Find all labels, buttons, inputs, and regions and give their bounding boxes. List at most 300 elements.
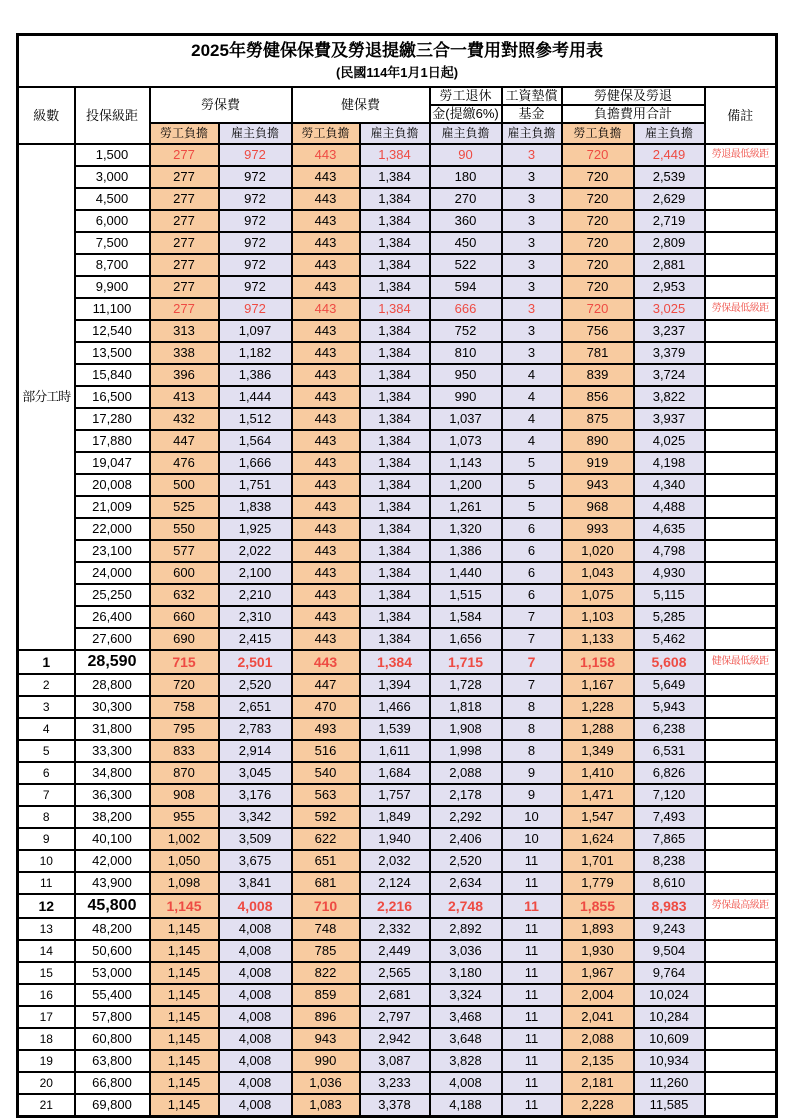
health-insurance-employer-fee: 1,384 bbox=[360, 408, 430, 430]
health-insurance-employee-fee: 896 bbox=[292, 1006, 360, 1028]
health-insurance-employee-fee: 470 bbox=[292, 696, 360, 718]
wage-fund-employer-fee: 5 bbox=[502, 452, 562, 474]
labor-insurance-employer-fee: 1,925 bbox=[219, 518, 292, 540]
labor-insurance-employee-fee: 1,002 bbox=[150, 828, 219, 850]
total-employee-fee: 2,135 bbox=[562, 1050, 634, 1072]
health-insurance-employer-fee: 2,449 bbox=[360, 940, 430, 962]
labor-insurance-employee-fee: 550 bbox=[150, 518, 219, 540]
labor-insurance-employer-fee: 3,509 bbox=[219, 828, 292, 850]
level-cell: 19 bbox=[18, 1050, 75, 1072]
health-insurance-employer-fee: 3,378 bbox=[360, 1094, 430, 1117]
bracket-cell: 17,280 bbox=[75, 408, 150, 430]
total-employee-fee: 2,004 bbox=[562, 984, 634, 1006]
subheader-total-employee: 勞工負擔 bbox=[562, 123, 634, 144]
remark-cell bbox=[705, 276, 777, 298]
health-insurance-employer-fee: 1,539 bbox=[360, 718, 430, 740]
level-cell: 9 bbox=[18, 828, 75, 850]
health-insurance-employer-fee: 1,384 bbox=[360, 650, 430, 674]
page-subtitle: (民國114年1月1日起) bbox=[336, 65, 459, 80]
total-employer-fee: 8,238 bbox=[634, 850, 705, 872]
subheader-labor-employee: 勞工負擔 bbox=[150, 123, 219, 144]
pension-employer-fee: 1,908 bbox=[430, 718, 502, 740]
remark-cell bbox=[705, 918, 777, 940]
health-insurance-employer-fee: 1,849 bbox=[360, 806, 430, 828]
remark-cell bbox=[705, 474, 777, 496]
health-insurance-employer-fee: 2,797 bbox=[360, 1006, 430, 1028]
bracket-cell: 15,840 bbox=[75, 364, 150, 386]
labor-insurance-employer-fee: 1,512 bbox=[219, 408, 292, 430]
total-employer-fee: 9,764 bbox=[634, 962, 705, 984]
health-insurance-employee-fee: 748 bbox=[292, 918, 360, 940]
remark-cell bbox=[705, 674, 777, 696]
level-cell: 4 bbox=[18, 718, 75, 740]
total-employer-fee: 7,865 bbox=[634, 828, 705, 850]
health-insurance-employee-fee: 443 bbox=[292, 430, 360, 452]
labor-insurance-employee-fee: 432 bbox=[150, 408, 219, 430]
pension-employer-fee: 1,261 bbox=[430, 496, 502, 518]
labor-insurance-employee-fee: 1,050 bbox=[150, 850, 219, 872]
table-row bbox=[18, 1072, 777, 1094]
bracket-cell: 27,600 bbox=[75, 628, 150, 650]
total-employee-fee: 1,158 bbox=[562, 650, 634, 674]
bracket-cell: 55,400 bbox=[75, 984, 150, 1006]
bracket-cell: 34,800 bbox=[75, 762, 150, 784]
pension-employer-fee: 1,728 bbox=[430, 674, 502, 696]
total-employer-fee: 5,462 bbox=[634, 628, 705, 650]
labor-insurance-employee-fee: 632 bbox=[150, 584, 219, 606]
labor-insurance-employee-fee: 500 bbox=[150, 474, 219, 496]
pension-employer-fee: 1,818 bbox=[430, 696, 502, 718]
pension-employer-fee: 1,515 bbox=[430, 584, 502, 606]
remark-cell: 勞退最低級距 bbox=[705, 144, 777, 166]
wage-fund-employer-fee: 8 bbox=[502, 740, 562, 762]
health-insurance-employee-fee: 651 bbox=[292, 850, 360, 872]
table-row bbox=[18, 320, 777, 342]
table-row bbox=[18, 674, 777, 696]
pension-employer-fee: 2,178 bbox=[430, 784, 502, 806]
table-row bbox=[18, 540, 777, 562]
pension-employer-fee: 1,143 bbox=[430, 452, 502, 474]
health-insurance-employee-fee: 443 bbox=[292, 166, 360, 188]
pension-employer-fee: 2,748 bbox=[430, 894, 502, 918]
remark-cell bbox=[705, 518, 777, 540]
health-insurance-employer-fee: 1,466 bbox=[360, 696, 430, 718]
total-employee-fee: 720 bbox=[562, 276, 634, 298]
health-insurance-employer-fee: 1,384 bbox=[360, 628, 430, 650]
pension-employer-fee: 1,998 bbox=[430, 740, 502, 762]
health-insurance-employee-fee: 443 bbox=[292, 144, 360, 166]
health-insurance-employee-fee: 1,036 bbox=[292, 1072, 360, 1094]
pension-employer-fee: 990 bbox=[430, 386, 502, 408]
pension-employer-fee: 90 bbox=[430, 144, 502, 166]
table-row bbox=[18, 210, 777, 232]
title-row bbox=[18, 35, 777, 88]
labor-insurance-employee-fee: 660 bbox=[150, 606, 219, 628]
health-insurance-employer-fee: 1,757 bbox=[360, 784, 430, 806]
labor-insurance-employee-fee: 833 bbox=[150, 740, 219, 762]
bracket-cell: 3,000 bbox=[75, 166, 150, 188]
wage-fund-employer-fee: 11 bbox=[502, 1072, 562, 1094]
health-insurance-employee-fee: 563 bbox=[292, 784, 360, 806]
health-insurance-employee-fee: 493 bbox=[292, 718, 360, 740]
labor-insurance-employee-fee: 277 bbox=[150, 144, 219, 166]
pension-employer-fee: 2,088 bbox=[430, 762, 502, 784]
labor-insurance-employee-fee: 1,145 bbox=[150, 1006, 219, 1028]
pension-employer-fee: 3,648 bbox=[430, 1028, 502, 1050]
pension-employer-fee: 752 bbox=[430, 320, 502, 342]
bracket-cell: 22,000 bbox=[75, 518, 150, 540]
health-insurance-employer-fee: 1,684 bbox=[360, 762, 430, 784]
labor-insurance-employer-fee: 2,310 bbox=[219, 606, 292, 628]
labor-insurance-employee-fee: 1,145 bbox=[150, 918, 219, 940]
pension-employer-fee: 270 bbox=[430, 188, 502, 210]
labor-insurance-employer-fee: 4,008 bbox=[219, 962, 292, 984]
total-employee-fee: 1,075 bbox=[562, 584, 634, 606]
total-employee-fee: 720 bbox=[562, 232, 634, 254]
col-header-wage-fund-line2: 基金 bbox=[502, 105, 562, 123]
total-employer-fee: 2,539 bbox=[634, 166, 705, 188]
wage-fund-employer-fee: 9 bbox=[502, 784, 562, 806]
pension-employer-fee: 2,634 bbox=[430, 872, 502, 894]
labor-insurance-employee-fee: 525 bbox=[150, 496, 219, 518]
wage-fund-employer-fee: 3 bbox=[502, 210, 562, 232]
labor-insurance-employer-fee: 1,838 bbox=[219, 496, 292, 518]
remark-cell bbox=[705, 784, 777, 806]
labor-insurance-employer-fee: 972 bbox=[219, 254, 292, 276]
labor-insurance-employer-fee: 972 bbox=[219, 276, 292, 298]
health-insurance-employee-fee: 443 bbox=[292, 496, 360, 518]
total-employer-fee: 5,649 bbox=[634, 674, 705, 696]
labor-insurance-employee-fee: 476 bbox=[150, 452, 219, 474]
total-employer-fee: 3,937 bbox=[634, 408, 705, 430]
health-insurance-employee-fee: 592 bbox=[292, 806, 360, 828]
health-insurance-employee-fee: 443 bbox=[292, 518, 360, 540]
bracket-cell: 9,900 bbox=[75, 276, 150, 298]
labor-insurance-employee-fee: 447 bbox=[150, 430, 219, 452]
total-employee-fee: 890 bbox=[562, 430, 634, 452]
total-employer-fee: 6,531 bbox=[634, 740, 705, 762]
total-employee-fee: 720 bbox=[562, 298, 634, 320]
bracket-cell: 50,600 bbox=[75, 940, 150, 962]
wage-fund-employer-fee: 6 bbox=[502, 562, 562, 584]
health-insurance-employee-fee: 443 bbox=[292, 606, 360, 628]
pension-employer-fee: 522 bbox=[430, 254, 502, 276]
total-employer-fee: 4,798 bbox=[634, 540, 705, 562]
total-employer-fee: 8,983 bbox=[634, 894, 705, 918]
level-cell: 5 bbox=[18, 740, 75, 762]
health-insurance-employer-fee: 1,384 bbox=[360, 496, 430, 518]
remark-cell bbox=[705, 940, 777, 962]
wage-fund-employer-fee: 6 bbox=[502, 584, 562, 606]
health-insurance-employee-fee: 443 bbox=[292, 254, 360, 276]
labor-insurance-employee-fee: 277 bbox=[150, 210, 219, 232]
table-row bbox=[18, 984, 777, 1006]
labor-insurance-employee-fee: 955 bbox=[150, 806, 219, 828]
subheader-health-employer: 雇主負擔 bbox=[360, 123, 430, 144]
table-row bbox=[18, 474, 777, 496]
level-cell: 15 bbox=[18, 962, 75, 984]
wage-fund-employer-fee: 3 bbox=[502, 276, 562, 298]
remark-cell: 勞保最低級距 bbox=[705, 298, 777, 320]
labor-insurance-employer-fee: 1,097 bbox=[219, 320, 292, 342]
total-employer-fee: 2,719 bbox=[634, 210, 705, 232]
health-insurance-employer-fee: 2,681 bbox=[360, 984, 430, 1006]
total-employer-fee: 5,608 bbox=[634, 650, 705, 674]
total-employee-fee: 1,967 bbox=[562, 962, 634, 984]
wage-fund-employer-fee: 7 bbox=[502, 628, 562, 650]
total-employee-fee: 1,855 bbox=[562, 894, 634, 918]
labor-insurance-employer-fee: 4,008 bbox=[219, 984, 292, 1006]
labor-insurance-employer-fee: 1,182 bbox=[219, 342, 292, 364]
health-insurance-employee-fee: 443 bbox=[292, 562, 360, 584]
remark-cell bbox=[705, 1072, 777, 1094]
labor-insurance-employee-fee: 277 bbox=[150, 276, 219, 298]
bracket-cell: 6,000 bbox=[75, 210, 150, 232]
total-employee-fee: 1,103 bbox=[562, 606, 634, 628]
wage-fund-employer-fee: 11 bbox=[502, 1050, 562, 1072]
pension-employer-fee: 2,892 bbox=[430, 918, 502, 940]
labor-insurance-employee-fee: 396 bbox=[150, 364, 219, 386]
labor-insurance-employee-fee: 413 bbox=[150, 386, 219, 408]
labor-insurance-employer-fee: 4,008 bbox=[219, 1006, 292, 1028]
labor-insurance-employer-fee: 3,342 bbox=[219, 806, 292, 828]
health-insurance-employer-fee: 2,332 bbox=[360, 918, 430, 940]
table-body bbox=[18, 144, 777, 1117]
labor-insurance-employer-fee: 3,045 bbox=[219, 762, 292, 784]
labor-insurance-employer-fee: 2,100 bbox=[219, 562, 292, 584]
bracket-cell: 28,800 bbox=[75, 674, 150, 696]
wage-fund-employer-fee: 11 bbox=[502, 984, 562, 1006]
remark-cell bbox=[705, 254, 777, 276]
total-employer-fee: 3,724 bbox=[634, 364, 705, 386]
page-title: 2025年勞健保保費及勞退提繳三合一費用對照參考用表 bbox=[191, 41, 603, 60]
total-employee-fee: 1,228 bbox=[562, 696, 634, 718]
total-employer-fee: 4,198 bbox=[634, 452, 705, 474]
remark-cell bbox=[705, 210, 777, 232]
total-employer-fee: 5,115 bbox=[634, 584, 705, 606]
health-insurance-employer-fee: 1,384 bbox=[360, 298, 430, 320]
pension-employer-fee: 1,715 bbox=[430, 650, 502, 674]
table-row bbox=[18, 166, 777, 188]
labor-insurance-employer-fee: 2,520 bbox=[219, 674, 292, 696]
labor-insurance-employee-fee: 600 bbox=[150, 562, 219, 584]
remark-cell bbox=[705, 320, 777, 342]
labor-insurance-employer-fee: 4,008 bbox=[219, 1028, 292, 1050]
health-insurance-employer-fee: 3,087 bbox=[360, 1050, 430, 1072]
table-row bbox=[18, 408, 777, 430]
labor-insurance-employee-fee: 277 bbox=[150, 188, 219, 210]
bracket-cell: 28,590 bbox=[75, 650, 150, 674]
health-insurance-employer-fee: 1,384 bbox=[360, 562, 430, 584]
health-insurance-employee-fee: 990 bbox=[292, 1050, 360, 1072]
wage-fund-employer-fee: 8 bbox=[502, 718, 562, 740]
labor-insurance-employer-fee: 972 bbox=[219, 210, 292, 232]
col-header-bracket: 投保級距 bbox=[75, 87, 150, 144]
total-employee-fee: 720 bbox=[562, 166, 634, 188]
bracket-cell: 38,200 bbox=[75, 806, 150, 828]
bracket-cell: 31,800 bbox=[75, 718, 150, 740]
col-header-level: 級數 bbox=[18, 87, 75, 144]
health-insurance-employee-fee: 443 bbox=[292, 276, 360, 298]
remark-cell bbox=[705, 740, 777, 762]
level-cell: 8 bbox=[18, 806, 75, 828]
remark-cell bbox=[705, 718, 777, 740]
remark-cell: 勞保最高級距 bbox=[705, 894, 777, 918]
remark-cell bbox=[705, 1006, 777, 1028]
labor-insurance-employee-fee: 1,145 bbox=[150, 984, 219, 1006]
wage-fund-employer-fee: 3 bbox=[502, 166, 562, 188]
health-insurance-employee-fee: 443 bbox=[292, 298, 360, 320]
total-employer-fee: 11,585 bbox=[634, 1094, 705, 1117]
health-insurance-employee-fee: 540 bbox=[292, 762, 360, 784]
wage-fund-employer-fee: 8 bbox=[502, 696, 562, 718]
bracket-cell: 63,800 bbox=[75, 1050, 150, 1072]
level-cell: 6 bbox=[18, 762, 75, 784]
bracket-cell: 60,800 bbox=[75, 1028, 150, 1050]
health-insurance-employer-fee: 1,384 bbox=[360, 584, 430, 606]
table-row bbox=[18, 962, 777, 984]
total-employee-fee: 1,779 bbox=[562, 872, 634, 894]
pension-employer-fee: 3,324 bbox=[430, 984, 502, 1006]
labor-insurance-employer-fee: 972 bbox=[219, 298, 292, 320]
premium-table bbox=[16, 33, 778, 1118]
bracket-cell: 36,300 bbox=[75, 784, 150, 806]
health-insurance-employer-fee: 2,942 bbox=[360, 1028, 430, 1050]
health-insurance-employee-fee: 443 bbox=[292, 540, 360, 562]
health-insurance-employee-fee: 859 bbox=[292, 984, 360, 1006]
labor-insurance-employee-fee: 1,145 bbox=[150, 1028, 219, 1050]
total-employee-fee: 1,547 bbox=[562, 806, 634, 828]
total-employee-fee: 993 bbox=[562, 518, 634, 540]
health-insurance-employer-fee: 2,032 bbox=[360, 850, 430, 872]
health-insurance-employer-fee: 1,384 bbox=[360, 210, 430, 232]
health-insurance-employee-fee: 1,083 bbox=[292, 1094, 360, 1117]
bracket-cell: 20,008 bbox=[75, 474, 150, 496]
total-employer-fee: 7,120 bbox=[634, 784, 705, 806]
bracket-cell: 24,000 bbox=[75, 562, 150, 584]
health-insurance-employer-fee: 2,565 bbox=[360, 962, 430, 984]
table-row bbox=[18, 894, 777, 918]
total-employee-fee: 1,349 bbox=[562, 740, 634, 762]
health-insurance-employee-fee: 443 bbox=[292, 474, 360, 496]
total-employee-fee: 968 bbox=[562, 496, 634, 518]
total-employer-fee: 7,493 bbox=[634, 806, 705, 828]
labor-insurance-employee-fee: 715 bbox=[150, 650, 219, 674]
bracket-cell: 12,540 bbox=[75, 320, 150, 342]
level-cell: 17 bbox=[18, 1006, 75, 1028]
col-header-remark: 備註 bbox=[705, 87, 777, 144]
labor-insurance-employer-fee: 1,666 bbox=[219, 452, 292, 474]
level-cell: 7 bbox=[18, 784, 75, 806]
labor-insurance-employee-fee: 313 bbox=[150, 320, 219, 342]
level-cell: 1 bbox=[18, 650, 75, 674]
bracket-cell: 1,500 bbox=[75, 144, 150, 166]
wage-fund-employer-fee: 3 bbox=[502, 342, 562, 364]
level-cell: 10 bbox=[18, 850, 75, 872]
health-insurance-employee-fee: 943 bbox=[292, 1028, 360, 1050]
health-insurance-employer-fee: 1,384 bbox=[360, 320, 430, 342]
health-insurance-employee-fee: 443 bbox=[292, 408, 360, 430]
pension-employer-fee: 3,180 bbox=[430, 962, 502, 984]
total-employer-fee: 6,238 bbox=[634, 718, 705, 740]
health-insurance-employee-fee: 447 bbox=[292, 674, 360, 696]
col-header-total-line1: 勞健保及勞退 bbox=[562, 87, 705, 105]
total-employer-fee: 4,340 bbox=[634, 474, 705, 496]
bracket-cell: 42,000 bbox=[75, 850, 150, 872]
table-row bbox=[18, 828, 777, 850]
remark-cell bbox=[705, 430, 777, 452]
total-employer-fee: 10,024 bbox=[634, 984, 705, 1006]
table-row bbox=[18, 940, 777, 962]
remark-cell bbox=[705, 606, 777, 628]
total-employer-fee: 9,243 bbox=[634, 918, 705, 940]
total-employer-fee: 2,953 bbox=[634, 276, 705, 298]
wage-fund-employer-fee: 7 bbox=[502, 674, 562, 696]
wage-fund-employer-fee: 11 bbox=[502, 850, 562, 872]
level-cell: 21 bbox=[18, 1094, 75, 1117]
subheader-total-employer: 雇主負擔 bbox=[634, 123, 705, 144]
health-insurance-employer-fee: 1,384 bbox=[360, 254, 430, 276]
level-cell: 13 bbox=[18, 918, 75, 940]
wage-fund-employer-fee: 4 bbox=[502, 364, 562, 386]
pension-employer-fee: 360 bbox=[430, 210, 502, 232]
health-insurance-employer-fee: 1,384 bbox=[360, 342, 430, 364]
total-employer-fee: 3,237 bbox=[634, 320, 705, 342]
bracket-cell: 43,900 bbox=[75, 872, 150, 894]
remark-cell bbox=[705, 762, 777, 784]
col-header-wage-fund-line1: 工資墊償 bbox=[502, 87, 562, 105]
total-employer-fee: 3,379 bbox=[634, 342, 705, 364]
subheader-pension-employer: 雇主負擔 bbox=[430, 123, 502, 144]
table-row bbox=[18, 430, 777, 452]
wage-fund-employer-fee: 11 bbox=[502, 894, 562, 918]
bracket-cell: 57,800 bbox=[75, 1006, 150, 1028]
labor-insurance-employee-fee: 758 bbox=[150, 696, 219, 718]
wage-fund-employer-fee: 11 bbox=[502, 918, 562, 940]
table-title-cell bbox=[18, 35, 777, 88]
subheader-health-employee: 勞工負擔 bbox=[292, 123, 360, 144]
labor-insurance-employee-fee: 1,145 bbox=[150, 940, 219, 962]
pension-employer-fee: 1,320 bbox=[430, 518, 502, 540]
health-insurance-employee-fee: 785 bbox=[292, 940, 360, 962]
wage-fund-employer-fee: 3 bbox=[502, 298, 562, 320]
health-insurance-employee-fee: 516 bbox=[292, 740, 360, 762]
total-employer-fee: 11,260 bbox=[634, 1072, 705, 1094]
level-cell: 2 bbox=[18, 674, 75, 696]
health-insurance-employee-fee: 443 bbox=[292, 452, 360, 474]
table-row bbox=[18, 650, 777, 674]
wage-fund-employer-fee: 3 bbox=[502, 144, 562, 166]
wage-fund-employer-fee: 7 bbox=[502, 650, 562, 674]
labor-insurance-employer-fee: 4,008 bbox=[219, 1072, 292, 1094]
bracket-cell: 48,200 bbox=[75, 918, 150, 940]
health-insurance-employee-fee: 443 bbox=[292, 650, 360, 674]
remark-cell bbox=[705, 850, 777, 872]
health-insurance-employee-fee: 443 bbox=[292, 188, 360, 210]
table-row bbox=[18, 1028, 777, 1050]
total-employer-fee: 10,934 bbox=[634, 1050, 705, 1072]
labor-insurance-employee-fee: 1,145 bbox=[150, 962, 219, 984]
labor-insurance-employee-fee: 720 bbox=[150, 674, 219, 696]
labor-insurance-employer-fee: 2,022 bbox=[219, 540, 292, 562]
health-insurance-employee-fee: 443 bbox=[292, 628, 360, 650]
wage-fund-employer-fee: 4 bbox=[502, 386, 562, 408]
table-row bbox=[18, 850, 777, 872]
remark-cell bbox=[705, 828, 777, 850]
pension-employer-fee: 1,386 bbox=[430, 540, 502, 562]
health-insurance-employee-fee: 622 bbox=[292, 828, 360, 850]
pension-employer-fee: 2,406 bbox=[430, 828, 502, 850]
